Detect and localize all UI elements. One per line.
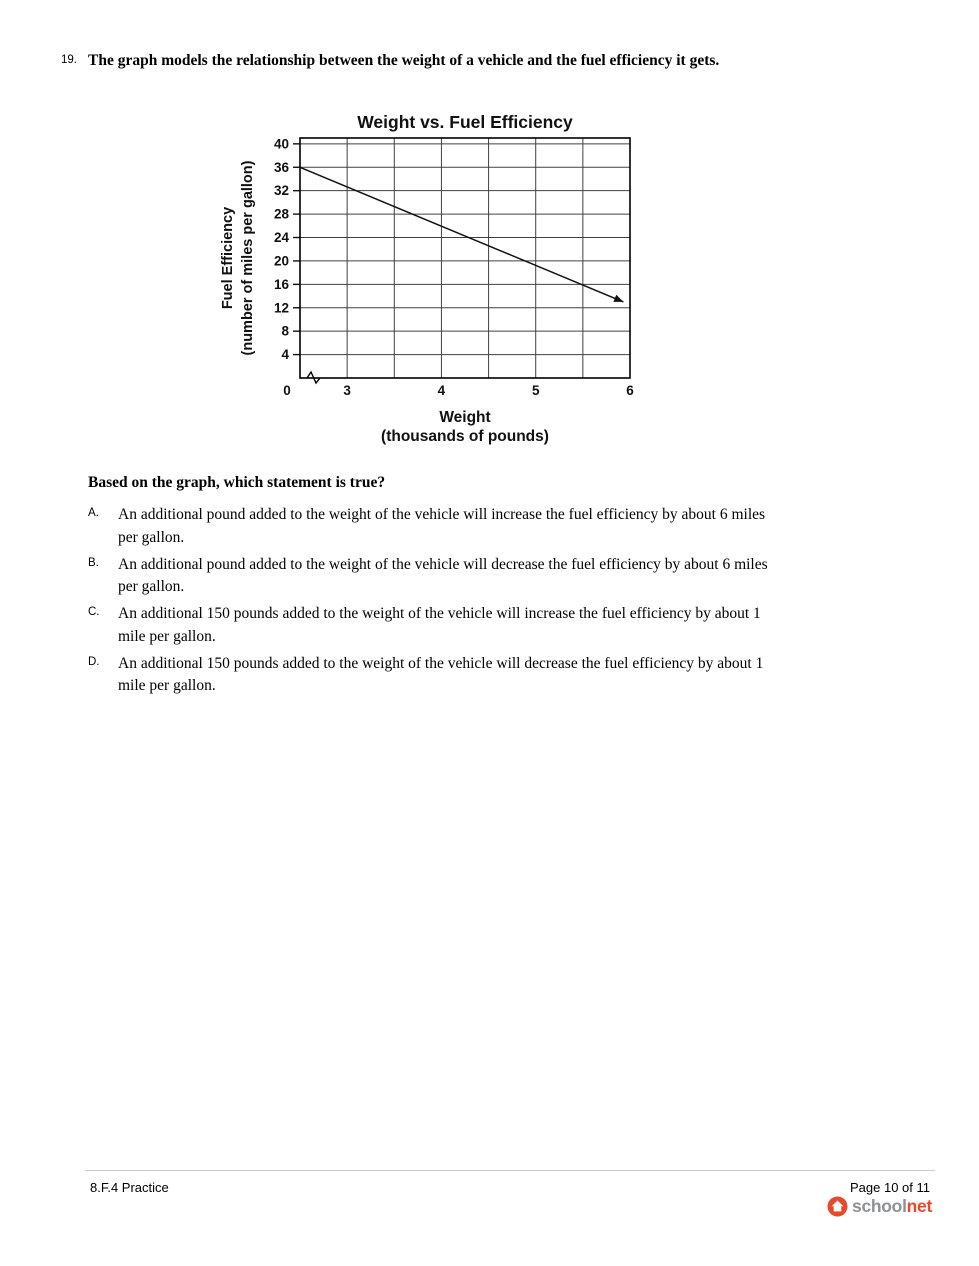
option-b-letter: B. — [88, 556, 99, 569]
option-c-letter: C. — [88, 606, 100, 618]
svg-text:36: 36 — [273, 159, 289, 175]
question-number: 19. — [61, 54, 77, 66]
svg-text:20: 20 — [273, 253, 289, 269]
option-c — [88, 603, 788, 648]
svg-text:4: 4 — [281, 347, 289, 363]
option-b-text: An additional pound added to the weight of the vehicle will decrease the fuel efficiency by about 6 miles per gallon. — [118, 555, 768, 595]
schoolnet-house-icon — [827, 1196, 848, 1217]
svg-text:16: 16 — [273, 276, 289, 292]
svg-text:24: 24 — [273, 230, 289, 246]
svg-text:40: 40 — [273, 136, 289, 152]
question-prompt: Based on the graph, which statement is true? — [88, 474, 386, 491]
logo-school: school — [852, 1196, 907, 1216]
option-b — [88, 554, 788, 599]
option-c-text: An additional 150 pounds added to the weight of the vehicle will increase the fuel efficiency by about 1 mile per gallon. — [118, 605, 761, 645]
logo-net: net — [906, 1196, 932, 1216]
question-text: The graph models the relationship between the weight of a vehicle and the fuel efficiency it gets. — [88, 52, 720, 69]
svg-text:Fuel Efficiency: Fuel Efficiency — [220, 206, 236, 310]
svg-text:4: 4 — [437, 383, 446, 398]
option-a — [88, 504, 788, 549]
svg-text:Weight vs. Fuel Efficiency: Weight vs. Fuel Efficiency — [357, 112, 573, 132]
svg-text:12: 12 — [273, 300, 289, 316]
svg-text:6: 6 — [626, 383, 634, 398]
svg-text:(thousands of pounds): (thousands of pounds) — [381, 428, 549, 445]
svg-text:0: 0 — [283, 383, 291, 398]
svg-text:(number of miles per gallon): (number of miles per gallon) — [240, 160, 256, 356]
option-a-letter: A. — [88, 507, 99, 519]
option-d-text: An additional 150 pounds added to the weight of the vehicle will decrease the fuel efficiency by about 1 mile per gallon. — [118, 654, 764, 694]
svg-text:28: 28 — [273, 206, 289, 222]
option-d-letter: D. — [88, 655, 100, 668]
option-d — [88, 653, 788, 698]
svg-text:3: 3 — [343, 383, 351, 398]
svg-text:8: 8 — [281, 323, 289, 339]
schoolnet-wordmark — [852, 1196, 932, 1217]
fuel-efficiency-chart — [200, 112, 670, 462]
answer-options — [88, 504, 788, 702]
footer-practice-label: 8.F.4 Practice — [90, 1180, 169, 1195]
page-number: Page 10 of 11 — [850, 1180, 930, 1195]
svg-text:5: 5 — [531, 383, 540, 398]
svg-text:32: 32 — [273, 183, 289, 199]
svg-text:Weight: Weight — [439, 409, 491, 426]
footer-divider — [85, 1170, 935, 1171]
option-a-text: An additional pound added to the weight of the vehicle will increase the fuel efficiency by about 6 miles per gallon. — [118, 506, 766, 546]
schoolnet-logo — [827, 1196, 932, 1217]
